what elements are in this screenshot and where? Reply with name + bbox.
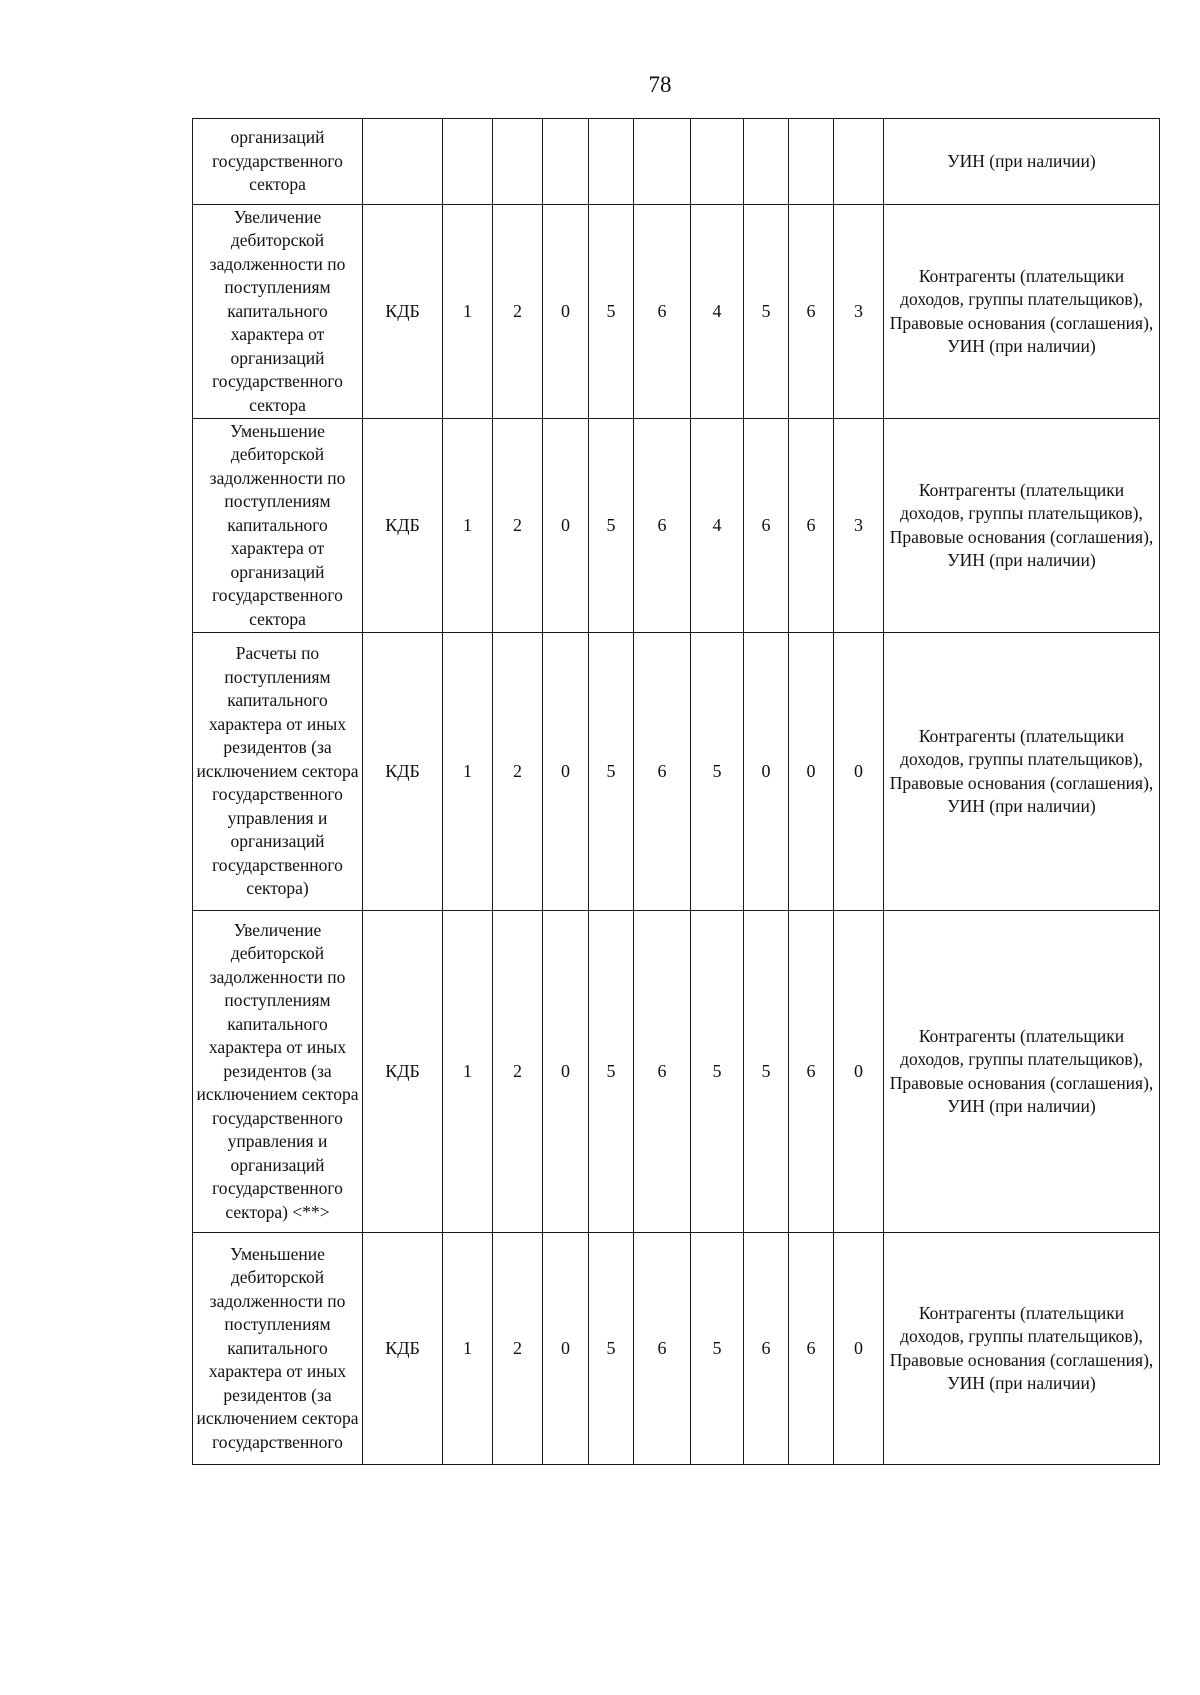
table-row [193,911,1160,1233]
operation-name-cell: Уменьшение дебиторской задолженности по поступлениям капитального характера от организаций государственного сектора [193,419,363,633]
operation-name-cell: Расчеты по поступлениям капитального характера от иных резидентов (за исключением сектора государственного управления и организаций государственного сектора) [193,633,363,911]
digit-cell-3: 0 [543,419,589,633]
operation-name-cell: Уменьшение дебиторской задолженности по поступлениям капитального характера от иных резидентов (за исключением сектора государственного [193,1233,363,1465]
digit-cell-7: 5 [744,205,789,419]
digit-cell-1 [443,119,493,205]
digit-cell-8: 6 [789,419,834,633]
digit-cell-9: 3 [834,419,884,633]
digit-cell-4: 5 [589,911,634,1233]
digit-cell-9: 0 [834,911,884,1233]
digit-cell-1: 1 [443,911,493,1233]
digit-cell-4 [589,119,634,205]
digit-cell-5: 6 [634,911,691,1233]
analytics-basis-cell: Контрагенты (плательщики доходов, группы плательщиков), Правовые основания (соглашения), УИН (при наличии) [884,1233,1160,1465]
digit-cell-2: 2 [493,1233,543,1465]
digit-cell-3: 0 [543,1233,589,1465]
table-row [193,205,1160,419]
digit-cell-2: 2 [493,419,543,633]
digit-cell-4: 5 [589,1233,634,1465]
digit-cell-3: 0 [543,633,589,911]
digit-cell-3: 0 [543,205,589,419]
analytics-basis-cell: Контрагенты (плательщики доходов, группы плательщиков), Правовые основания (соглашения), УИН (при наличии) [884,911,1160,1233]
digit-cell-1: 1 [443,1233,493,1465]
analytics-basis-cell: УИН (при наличии) [884,119,1160,205]
digit-cell-6: 5 [691,911,744,1233]
digit-cell-7 [744,119,789,205]
digit-cell-6 [691,119,744,205]
digit-cell-2: 2 [493,633,543,911]
digit-cell-6: 5 [691,1233,744,1465]
digit-cell-5: 6 [634,633,691,911]
code-type-cell: КДБ [363,205,443,419]
digit-cell-1: 1 [443,633,493,911]
table-row [193,119,1160,205]
digit-cell-6: 4 [691,419,744,633]
table-row [193,419,1160,633]
digit-cell-1: 1 [443,205,493,419]
table-row [193,1233,1160,1465]
analytics-basis-cell: Контрагенты (плательщики доходов, группы плательщиков), Правовые основания (соглашения), УИН (при наличии) [884,419,1160,633]
digit-cell-5 [634,119,691,205]
digit-cell-5: 6 [634,419,691,633]
analytics-basis-cell: Контрагенты (плательщики доходов, группы плательщиков), Правовые основания (соглашения), УИН (при наличии) [884,205,1160,419]
digit-cell-2: 2 [493,205,543,419]
digit-cell-9: 0 [834,633,884,911]
digit-cell-6: 5 [691,633,744,911]
digit-cell-8: 6 [789,205,834,419]
code-type-cell [363,119,443,205]
page-number: 78 [648,72,672,97]
operation-name-cell: организаций государственного сектора [193,119,363,205]
digit-cell-9: 3 [834,205,884,419]
digit-cell-2 [493,119,543,205]
digit-cell-1: 1 [443,419,493,633]
digit-cell-5: 6 [634,1233,691,1465]
digit-cell-9 [834,119,884,205]
code-type-cell: КДБ [363,633,443,911]
table-row [193,633,1160,911]
digit-cell-4: 5 [589,633,634,911]
operation-name-cell: Увеличение дебиторской задолженности по поступлениям капитального характера от организаций государственного сектора [193,205,363,419]
digit-cell-9: 0 [834,1233,884,1465]
digit-cell-8: 0 [789,633,834,911]
digit-cell-7: 0 [744,633,789,911]
digit-cell-2: 2 [493,911,543,1233]
account-codes-table [192,118,1160,1465]
digit-cell-7: 6 [744,419,789,633]
digit-cell-8: 6 [789,1233,834,1465]
code-type-cell: КДБ [363,1233,443,1465]
digit-cell-6: 4 [691,205,744,419]
digit-cell-7: 6 [744,1233,789,1465]
code-type-cell: КДБ [363,419,443,633]
analytics-basis-cell: Контрагенты (плательщики доходов, группы плательщиков), Правовые основания (соглашения), УИН (при наличии) [884,633,1160,911]
digit-cell-8: 6 [789,911,834,1233]
digit-cell-4: 5 [589,205,634,419]
operation-name-cell: Увеличение дебиторской задолженности по поступлениям капитального характера от иных резидентов (за исключением сектора государственного управления и организаций государственного сектора) <**> [193,911,363,1233]
digit-cell-4: 5 [589,419,634,633]
digit-cell-5: 6 [634,205,691,419]
digit-cell-7: 5 [744,911,789,1233]
code-type-cell: КДБ [363,911,443,1233]
digit-cell-3: 0 [543,911,589,1233]
digit-cell-3 [543,119,589,205]
digit-cell-8 [789,119,834,205]
